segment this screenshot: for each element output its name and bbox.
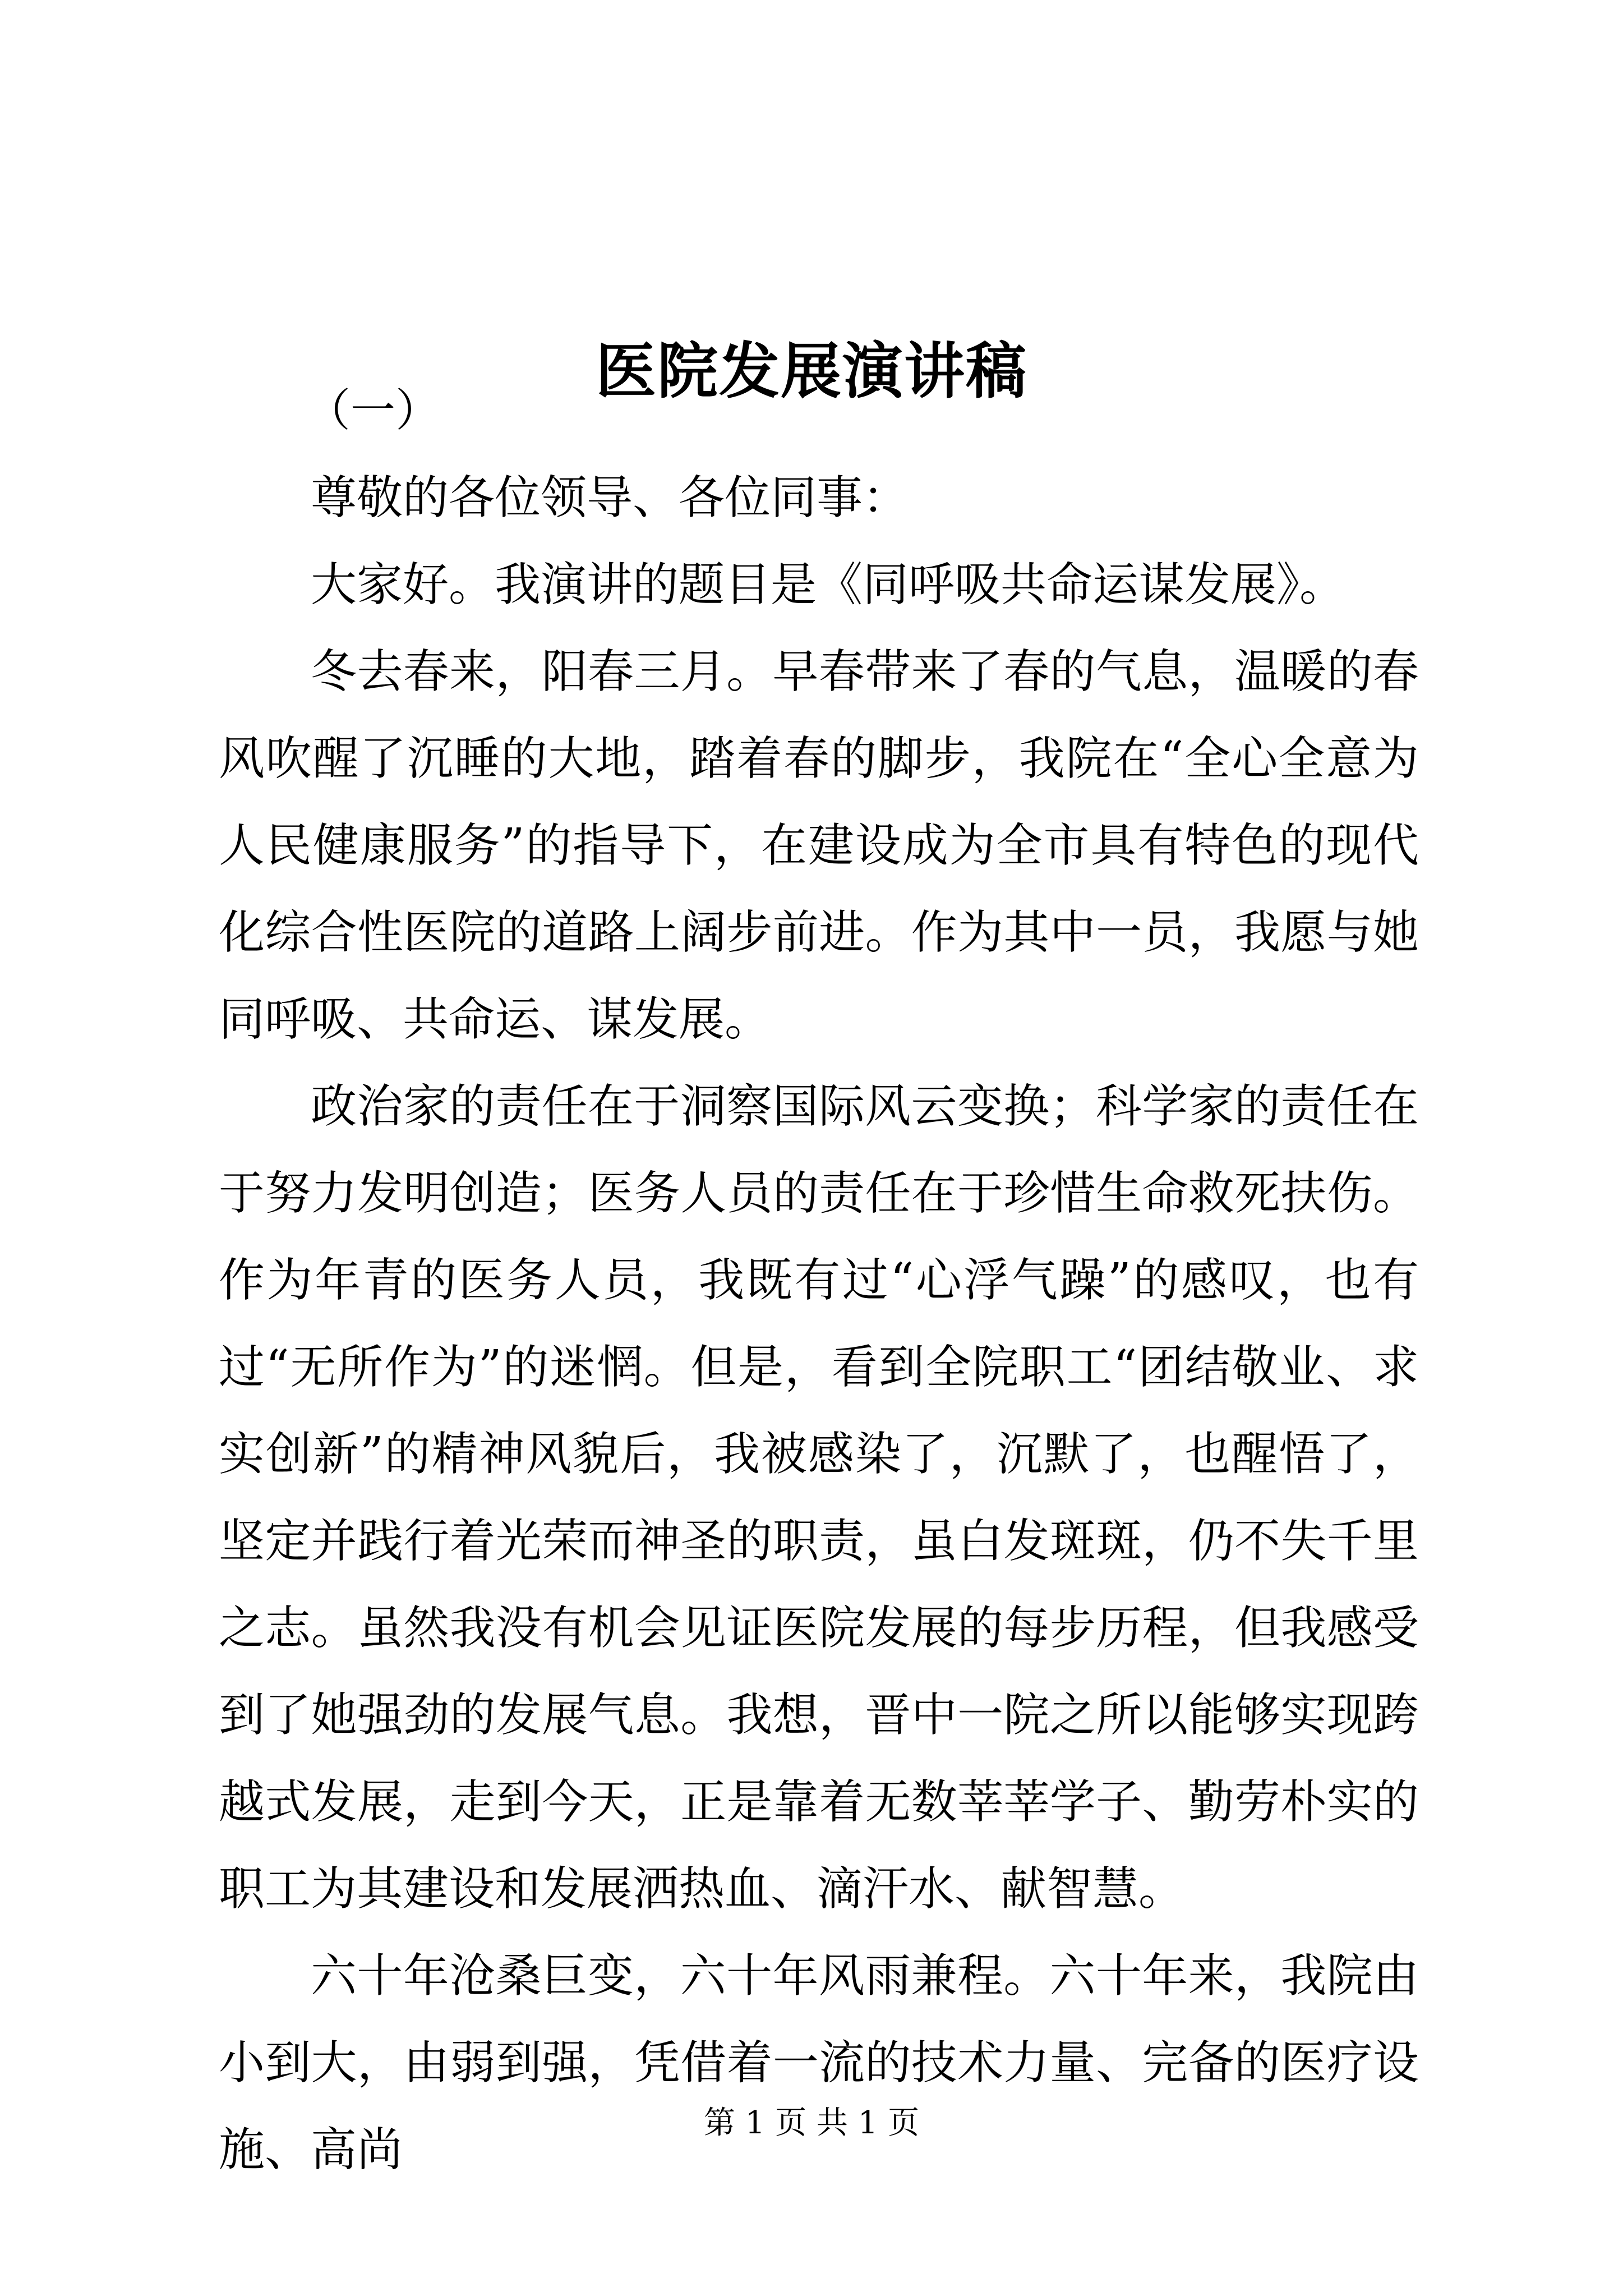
document-title: 医院发展演讲稿	[595, 336, 1027, 407]
paragraph-spring: 冬去春来，阳春三月。早春带来了春的气息，温暖的春风吹醒了沉睡的大地，踏着春的脚步，我院在“全心全意为人民健康服务”的指导下，在建设成为全市具有特色的现代化综合性医院的道路上阔步前进。作为其中一员，我愿与她同呼吸、共命运、谋发展。	[219, 645, 1419, 1046]
paragraph-greeting: 大家好。我演讲的题目是《同呼吸共命运谋发展》。	[311, 558, 1346, 611]
paragraph-sixty-years: 六十年沧桑巨变，六十年风雨兼程。六十年来，我院由小到大，由弱到强，凭借着一流的技术力量、完备的医疗设施、高尚	[219, 1949, 1419, 2177]
document-body	[219, 454, 1419, 2193]
page-footer: 第 1 页 共 1 页	[703, 2105, 920, 2141]
paragraph-responsibility: 政治家的责任在于洞察国际风云变换；科学家的责任在于努力发明创造；医务人员的责任在于珍惜生命救死扶伤。作为年青的医务人员，我既有过“心浮气躁”的感叹，也有过“无所作为”的迷惘。但是，看到全院职工“团结敬业、求实创新”的精神风貌后，我被感染了，沉默了，也醒悟了，坚定并践行着光荣而神圣的职责，虽白发斑斑，仍不失千里之志。虽然我没有机会见证医院发展的每步历程，但我感受到了她强劲的发展气息。我想，晋中一院之所以能够实现跨越式发展，走到今天，正是靠着无数莘莘学子、勤劳朴实的职工为其建设和发展洒热血、滴汗水、献智慧。	[219, 1080, 1419, 1916]
section-mark: （一）	[306, 384, 440, 436]
paragraph-salutation: 尊敬的各位领导、各位同事：	[311, 471, 909, 524]
